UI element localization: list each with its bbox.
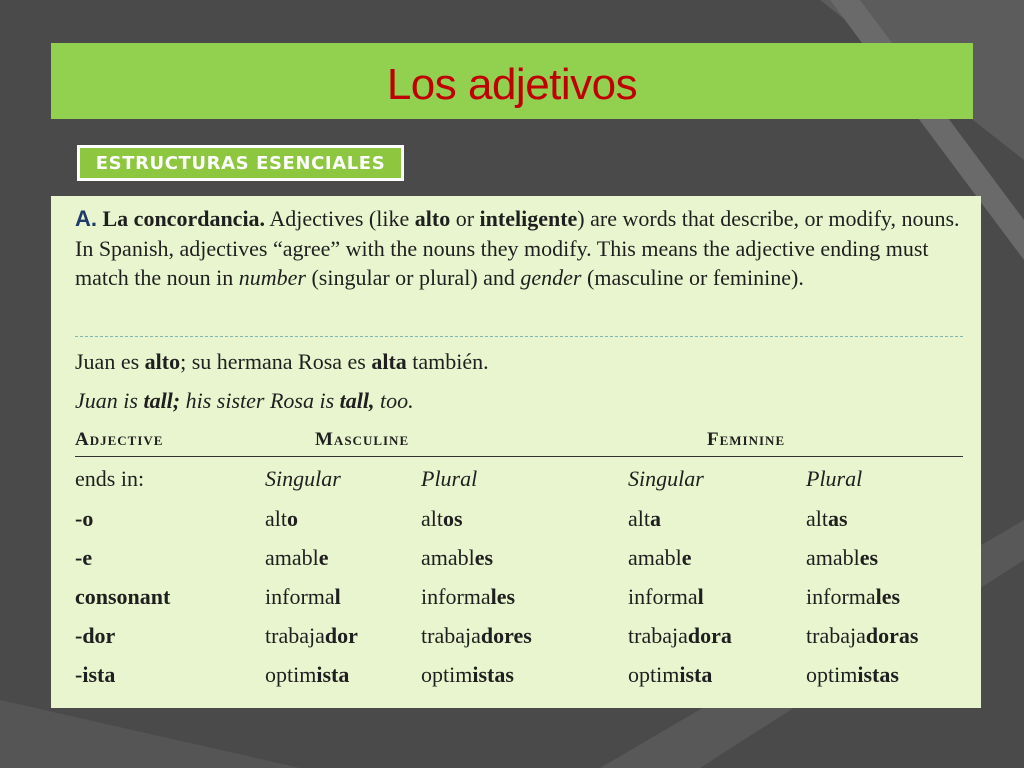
example-en-part: his sister Rosa is bbox=[180, 388, 340, 413]
row-form-fp bbox=[806, 506, 848, 532]
form-stem: amabl bbox=[265, 545, 319, 570]
example-en-part: too. bbox=[374, 388, 414, 413]
intro-word-gender: gender bbox=[520, 265, 582, 290]
row-form-fs bbox=[628, 662, 712, 688]
example-es-part: Juan es bbox=[75, 349, 145, 374]
row-form-fs bbox=[628, 584, 704, 610]
form-stem: alt bbox=[421, 506, 443, 531]
intro-text-1: Adjectives (like bbox=[265, 206, 415, 231]
header-feminine: Feminine bbox=[707, 429, 786, 450]
form-stem: optim bbox=[628, 662, 680, 687]
form-stem: amabl bbox=[421, 545, 475, 570]
form-ending: e bbox=[681, 545, 692, 570]
content-panel bbox=[51, 196, 981, 708]
form-ending: o bbox=[287, 506, 298, 531]
form-ending: les bbox=[875, 584, 901, 609]
row-ending: -e bbox=[75, 545, 93, 570]
form-stem: informa bbox=[806, 584, 876, 609]
intro-heading: La concordancia. bbox=[102, 206, 266, 231]
header-adjective: Adjective bbox=[75, 429, 164, 450]
row-form-ms bbox=[265, 506, 298, 532]
row-form-mp bbox=[421, 623, 532, 649]
section-letter: A. bbox=[75, 206, 97, 231]
form-stem: trabaja bbox=[628, 623, 688, 648]
row-form-fp bbox=[806, 584, 900, 610]
row-form-fs bbox=[628, 506, 661, 532]
row-ending: consonant bbox=[75, 584, 171, 609]
form-ending: l bbox=[697, 584, 704, 609]
form-ending: dores bbox=[480, 623, 532, 648]
form-stem: informa bbox=[628, 584, 698, 609]
form-ending: les bbox=[490, 584, 516, 609]
subheader-fem-singular: Singular bbox=[628, 466, 704, 491]
example-en-part: Juan is bbox=[75, 388, 144, 413]
form-ending: ista bbox=[316, 662, 350, 687]
form-stem: alt bbox=[265, 506, 287, 531]
form-stem: informa bbox=[265, 584, 335, 609]
row-form-mp bbox=[421, 506, 463, 532]
form-ending: es bbox=[474, 545, 494, 570]
section-badge-label: ESTRUCTURAS ESENCIALES bbox=[80, 148, 401, 178]
example-en-tall: tall, bbox=[339, 388, 375, 413]
form-ending: ista bbox=[679, 662, 713, 687]
subheader-masc-plural: Plural bbox=[421, 466, 478, 491]
subheader-fem-plural: Plural bbox=[806, 466, 863, 491]
row-form-ms bbox=[265, 662, 349, 688]
form-ending: dora bbox=[687, 623, 732, 648]
subheader-ends-in: ends in: bbox=[75, 466, 145, 491]
form-ending: istas bbox=[857, 662, 899, 687]
form-stem: trabaja bbox=[421, 623, 481, 648]
form-stem: optim bbox=[265, 662, 317, 687]
form-ending: l bbox=[334, 584, 341, 609]
row-form-ms bbox=[265, 584, 341, 610]
row-form-fp bbox=[806, 545, 878, 571]
intro-text-5: (masculine or feminine). bbox=[581, 265, 804, 290]
row-form-fs bbox=[628, 623, 732, 649]
row-form-fs bbox=[628, 545, 692, 571]
example-spanish bbox=[75, 349, 489, 375]
row-form-ms bbox=[265, 623, 358, 649]
row-form-ms bbox=[265, 545, 329, 571]
form-stem: optim bbox=[806, 662, 858, 687]
row-ending: -o bbox=[75, 506, 94, 531]
row-form-mp bbox=[421, 545, 493, 571]
intro-word-inteligente: inteligente bbox=[479, 206, 578, 231]
form-stem: alt bbox=[806, 506, 828, 531]
example-es-part: también. bbox=[406, 349, 489, 374]
form-stem: informa bbox=[421, 584, 491, 609]
form-ending: doras bbox=[865, 623, 919, 648]
row-form-mp bbox=[421, 662, 514, 688]
form-stem: amabl bbox=[806, 545, 860, 570]
example-en-tall: tall; bbox=[143, 388, 181, 413]
form-ending: istas bbox=[472, 662, 514, 687]
example-es-alta: alta bbox=[371, 349, 407, 374]
example-es-part: ; su hermana Rosa es bbox=[180, 349, 372, 374]
example-english bbox=[75, 388, 414, 414]
intro-text-4: (singular or plural) and bbox=[305, 265, 521, 290]
dashed-divider bbox=[75, 336, 963, 337]
intro-word-number: number bbox=[238, 265, 306, 290]
header-masculine: Masculine bbox=[315, 429, 410, 450]
title-bar bbox=[51, 43, 973, 119]
intro-text-2: or bbox=[450, 206, 480, 231]
form-stem: alt bbox=[628, 506, 650, 531]
form-ending: os bbox=[443, 506, 463, 531]
form-ending: dor bbox=[324, 623, 358, 648]
header-rule bbox=[75, 456, 963, 457]
intro-text-3: ) are words that describe, or modify, nouns. In Spanish, adjectives “agree” with the nouns they modify. This means the adjective ending must match the noun in bbox=[75, 206, 960, 290]
form-stem: trabaja bbox=[806, 623, 866, 648]
form-ending: e bbox=[318, 545, 329, 570]
intro-word-alto: alto bbox=[414, 206, 451, 231]
form-stem: amabl bbox=[628, 545, 682, 570]
form-ending: es bbox=[859, 545, 879, 570]
slide-title: Los adjetivos bbox=[386, 60, 638, 109]
section-badge bbox=[77, 145, 404, 181]
subheader-masc-singular: Singular bbox=[265, 466, 341, 491]
form-stem: optim bbox=[421, 662, 473, 687]
example-es-alto: alto bbox=[144, 349, 181, 374]
row-form-fp bbox=[806, 623, 918, 649]
intro-paragraph bbox=[75, 204, 975, 293]
form-ending: a bbox=[650, 506, 661, 531]
form-ending: as bbox=[828, 506, 848, 531]
row-form-mp bbox=[421, 584, 515, 610]
form-stem: trabaja bbox=[265, 623, 325, 648]
row-ending: -dor bbox=[75, 623, 116, 648]
row-ending: -ista bbox=[75, 662, 116, 687]
row-form-fp bbox=[806, 662, 899, 688]
